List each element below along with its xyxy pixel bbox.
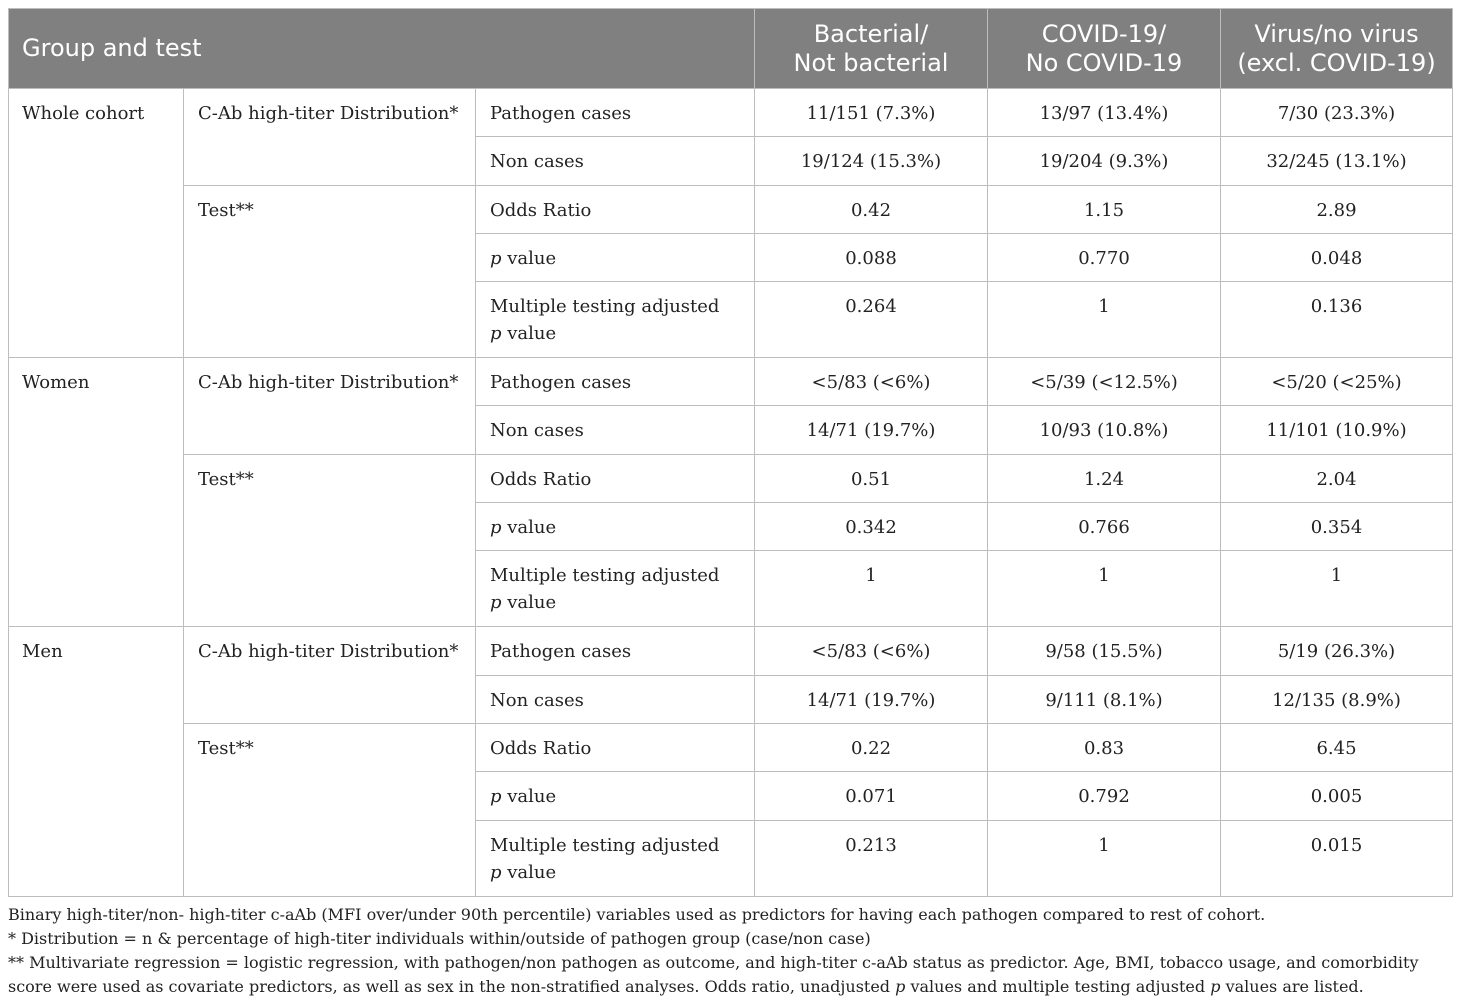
value-cell-bacterial: 0.342 (755, 503, 988, 551)
value-cell-virus: 1 (1221, 551, 1453, 627)
p-italic: p (490, 861, 502, 883)
test-label-cell: Test** (184, 454, 476, 627)
row-label-cell: Odds Ratio (476, 185, 755, 233)
footnote-3-part-a: ** Multivariate regression = logistic regression, with pathogen/non pathogen as outcome, and high-titer c-aAb status as predictor. Age, BMI, tobacco usage, and comorbidity score were used as covariate predictors, as well as sex in the non-stratified analyses. Odds ratio, unadjusted (8, 953, 1419, 997)
table-row (9, 723, 1453, 771)
header-group-and-test: Group and test (9, 9, 755, 89)
header-bacterial-line2: Not bacterial (793, 48, 949, 77)
row-label-cell: Pathogen cases (476, 627, 755, 675)
header-virus (1221, 9, 1453, 89)
header-covid-line2: No COVID-19 (1025, 48, 1183, 77)
test-label-cell: Test** (184, 723, 476, 896)
value-cell-covid: 13/97 (13.4%) (988, 89, 1221, 137)
value-cell-virus: 0.048 (1221, 233, 1453, 281)
footnote-2: * Distribution = n & percentage of high-titer individuals within/outside of pathogen group (case/non case) (8, 928, 871, 948)
value-cell-covid: 19/204 (9.3%) (988, 137, 1221, 185)
group-name-cell: Women (9, 358, 184, 627)
row-label-cell (476, 772, 755, 820)
value-cell-covid: 1 (988, 820, 1221, 896)
p-italic: p (490, 517, 502, 539)
header-virus-line1: Virus/no virus (1254, 19, 1419, 48)
results-table (8, 8, 1453, 897)
footnote-3 (8, 951, 1452, 1000)
header-bacterial-line1: Bacterial/ (813, 19, 929, 48)
row-label-rest: value (501, 786, 557, 808)
row-label-rest: value (501, 861, 557, 883)
p-italic: p (490, 592, 502, 614)
value-cell-virus: 2.89 (1221, 185, 1453, 233)
row-label-line1: Multiple testing adjusted (490, 296, 720, 318)
value-cell-virus: 0.015 (1221, 820, 1453, 896)
table-row (9, 454, 1453, 502)
header-bacterial (755, 9, 988, 89)
row-label-cell (476, 503, 755, 551)
value-cell-bacterial: 0.51 (755, 454, 988, 502)
value-cell-virus: 6.45 (1221, 723, 1453, 771)
distribution-label-cell: C-Ab high-titer Distribution* (184, 358, 476, 455)
value-cell-virus: 0.005 (1221, 772, 1453, 820)
row-label-rest: value (501, 247, 557, 269)
row-label-rest: value (501, 517, 557, 539)
value-cell-virus: 2.04 (1221, 454, 1453, 502)
value-cell-covid: 0.792 (988, 772, 1221, 820)
value-cell-covid: 1 (988, 551, 1221, 627)
header-covid-line1: COVID-19/ (1041, 19, 1167, 48)
footnote-3-p-italic-1: p (895, 977, 906, 997)
value-cell-covid: 0.770 (988, 233, 1221, 281)
footnote-1: Binary high-titer/non- high-titer c-aAb (MFI over/under 90th percentile) variables used as predictors for having each pathogen compared to rest of cohort. (8, 904, 1266, 924)
footnote-3-part-b: values and multiple testing adjusted (905, 977, 1211, 997)
value-cell-covid: 1 (988, 282, 1221, 358)
value-cell-virus: 11/101 (10.9%) (1221, 406, 1453, 454)
row-label-line1: Multiple testing adjusted (490, 834, 720, 856)
value-cell-bacterial: 19/124 (15.3%) (755, 137, 988, 185)
value-cell-bacterial: 1 (755, 551, 988, 627)
value-cell-virus: 0.354 (1221, 503, 1453, 551)
table-body (9, 89, 1453, 897)
footnote-3-part-c: values are listed. (1220, 977, 1364, 997)
value-cell-bacterial: 14/71 (19.7%) (755, 406, 988, 454)
test-label-cell: Test** (184, 185, 476, 358)
value-cell-covid: <5/39 (<12.5%) (988, 358, 1221, 406)
distribution-label-cell: C-Ab high-titer Distribution* (184, 627, 476, 724)
row-label-cell: Odds Ratio (476, 723, 755, 771)
p-italic: p (490, 247, 502, 269)
header-row (9, 9, 1453, 89)
row-label-cell: Pathogen cases (476, 358, 755, 406)
p-italic: p (490, 323, 502, 345)
row-label-rest: value (501, 592, 557, 614)
header-virus-line2: (excl. COVID-19) (1237, 48, 1436, 77)
p-italic: p (490, 786, 502, 808)
value-cell-bacterial: 0.264 (755, 282, 988, 358)
value-cell-virus: 32/245 (13.1%) (1221, 137, 1453, 185)
row-label-line1: Multiple testing adjusted (490, 565, 720, 587)
value-cell-covid: 0.766 (988, 503, 1221, 551)
value-cell-covid: 0.83 (988, 723, 1221, 771)
value-cell-virus: 12/135 (8.9%) (1221, 675, 1453, 723)
value-cell-bacterial: 11/151 (7.3%) (755, 89, 988, 137)
table-row (9, 627, 1453, 675)
value-cell-bacterial: 0.088 (755, 233, 988, 281)
value-cell-bacterial: 0.22 (755, 723, 988, 771)
value-cell-virus: 7/30 (23.3%) (1221, 89, 1453, 137)
row-label-cell: Pathogen cases (476, 89, 755, 137)
footnote-3-p-italic-2: p (1210, 977, 1221, 997)
header-covid (988, 9, 1221, 89)
value-cell-virus: 0.136 (1221, 282, 1453, 358)
value-cell-covid: 9/111 (8.1%) (988, 675, 1221, 723)
distribution-label-cell: C-Ab high-titer Distribution* (184, 89, 476, 186)
value-cell-covid: 9/58 (15.5%) (988, 627, 1221, 675)
row-label-cell (476, 282, 755, 358)
row-label-cell (476, 820, 755, 896)
value-cell-covid: 1.15 (988, 185, 1221, 233)
table-row (9, 89, 1453, 137)
value-cell-bacterial: <5/83 (<6%) (755, 627, 988, 675)
row-label-cell (476, 551, 755, 627)
value-cell-virus: 5/19 (26.3%) (1221, 627, 1453, 675)
table-container (8, 8, 1452, 1000)
value-cell-covid: 10/93 (10.8%) (988, 406, 1221, 454)
row-label-cell: Non cases (476, 137, 755, 185)
table-row (9, 358, 1453, 406)
row-label-cell (476, 233, 755, 281)
value-cell-virus: <5/20 (<25%) (1221, 358, 1453, 406)
table-footnotes (8, 903, 1452, 1000)
group-name-cell: Whole cohort (9, 89, 184, 358)
value-cell-bacterial: <5/83 (<6%) (755, 358, 988, 406)
row-label-cell: Non cases (476, 406, 755, 454)
row-label-rest: value (501, 323, 557, 345)
row-label-cell: Non cases (476, 675, 755, 723)
value-cell-covid: 1.24 (988, 454, 1221, 502)
group-name-cell: Men (9, 627, 184, 896)
table-row (9, 185, 1453, 233)
value-cell-bacterial: 14/71 (19.7%) (755, 675, 988, 723)
value-cell-bacterial: 0.42 (755, 185, 988, 233)
value-cell-bacterial: 0.071 (755, 772, 988, 820)
value-cell-bacterial: 0.213 (755, 820, 988, 896)
row-label-cell: Odds Ratio (476, 454, 755, 502)
